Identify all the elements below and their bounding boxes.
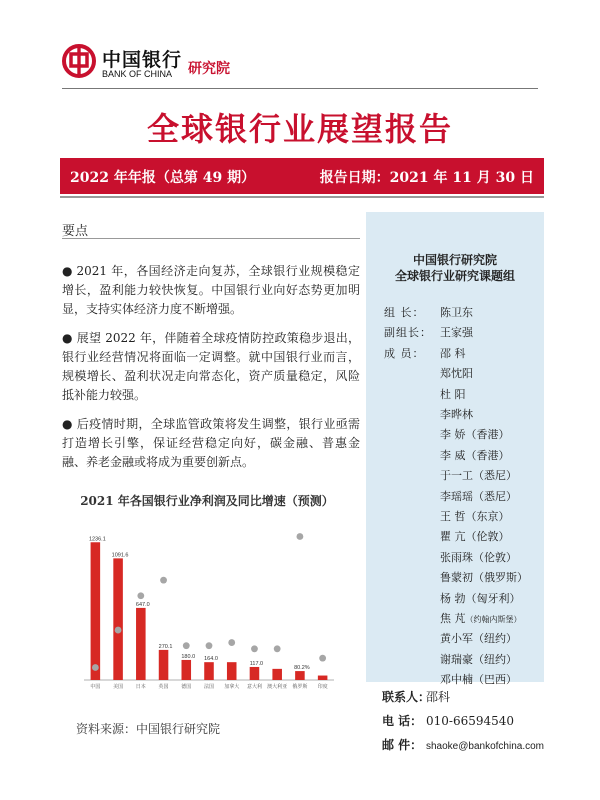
chart-title: 2021 年各国银行业净利润及同比增速（预测） <box>80 494 334 508</box>
net-profit-bar <box>318 676 328 680</box>
report-title: 全球银行业展望报告 <box>146 110 453 148</box>
member-name: 于一工 <box>440 469 473 483</box>
team-member <box>384 508 510 524</box>
growth-rate-point <box>92 664 99 671</box>
contact-person-value: 邵科 <box>426 690 451 704</box>
member-name: 张雨珠 <box>440 550 473 564</box>
growth-rate-point <box>137 592 144 599</box>
member-name: 瞿 亢 <box>440 530 466 544</box>
bar-value-label: 1091.6 <box>111 552 129 559</box>
net-profit-bar <box>295 671 305 680</box>
team-member <box>384 651 517 667</box>
team-member <box>384 590 521 606</box>
bar-value-label: 80.2% <box>294 665 310 672</box>
org-name: 中国银行研究院 <box>412 253 497 267</box>
bar-value-label: 164.0 <box>204 656 218 663</box>
team-member <box>384 488 517 504</box>
bar-value-label: 647.0 <box>135 601 150 608</box>
member-role: 副组长： <box>384 326 432 340</box>
member-name: 黄小军 <box>440 632 473 646</box>
member-name: 郑忱阳 <box>440 367 473 381</box>
team-member <box>384 528 510 544</box>
team-member <box>384 365 473 381</box>
report-issue: 2022 年年报（总第 49 期） <box>70 170 256 186</box>
category-label: 日本 <box>135 684 146 690</box>
category-label: 法国 <box>203 684 215 690</box>
team-member <box>384 610 522 626</box>
member-name: 鲁蒙初 <box>440 571 473 585</box>
team-member <box>384 671 517 687</box>
member-location: （约翰内斯堡） <box>465 615 522 624</box>
member-location: （伦敦） <box>465 530 510 544</box>
team-member <box>384 345 466 361</box>
net-profit-bar <box>250 667 260 680</box>
key-point: ● 2021 年，各国经济走向复苏，全球银行业规模稳定增长，盈利能力较快恢复。中国银行业向好态势更加明显，支持实体经济力度不断增强。 <box>62 264 360 316</box>
contact-phone <box>382 712 514 729</box>
member-location: （伦敦） <box>473 550 517 564</box>
team-member <box>384 630 517 646</box>
contact-phone-label: 电 话： <box>382 714 423 728</box>
report-banner <box>60 158 544 194</box>
team-member <box>384 304 473 320</box>
net-profit-bar <box>227 662 237 680</box>
net-profit-bar <box>159 650 169 680</box>
growth-rate-point <box>183 642 190 649</box>
institute-name: 研究院 <box>188 61 230 77</box>
growth-rate-point <box>251 645 258 652</box>
member-location: （悉尼） <box>473 489 517 503</box>
member-location: （东京） <box>465 510 510 523</box>
net-profit-bar <box>182 660 192 680</box>
member-name: 陈卫东 <box>440 306 473 319</box>
team-member <box>384 426 510 442</box>
growth-rate-point <box>319 655 326 662</box>
growth-rate-point <box>115 627 122 634</box>
member-role: 组 长： <box>384 306 425 319</box>
net-profit-bar <box>204 662 214 680</box>
member-name: 邵 科 <box>440 346 466 360</box>
member-name: 谢瑞豪 <box>440 652 473 666</box>
category-label: 印度 <box>317 684 328 690</box>
contact-person-label: 联系人： <box>382 690 431 704</box>
member-role: 成 员： <box>384 346 425 360</box>
growth-rate-point <box>228 639 235 646</box>
report-date: 报告日期：2021 年 11 月 30 日 <box>319 170 534 186</box>
growth-rate-point <box>206 642 213 649</box>
member-name: 王家强 <box>440 326 473 340</box>
bullet-dot-icon: ● <box>62 331 73 345</box>
member-location: （巴西） <box>473 673 517 687</box>
member-location: （纽约） <box>473 632 517 646</box>
member-name: 李 娇 <box>440 428 466 442</box>
header-rule <box>62 88 538 89</box>
section-title-key-points: 要点 <box>62 224 89 239</box>
key-point: ● 展望 2022 年，伴随着全球疫情防控政策稳步退出，银行业经营情况将面临一定调整。就中国银行业而言，规模增长、盈利状况走向常态化，资产质量稳定，风险抵补能力较强。 <box>62 331 360 402</box>
member-location: （香港） <box>465 428 510 442</box>
category-label: 德国 <box>181 684 192 690</box>
growth-rate-point <box>297 533 304 540</box>
team-member <box>384 447 510 463</box>
data-source: 资料来源：中国银行研究院 <box>76 722 221 736</box>
banner-underline <box>60 196 544 198</box>
report-header <box>62 44 302 86</box>
contact-email-link[interactable]: shaoke@bankofchina.com <box>426 741 544 752</box>
net-profit-bar <box>272 669 282 680</box>
category-label: 澳大利亚 <box>267 684 288 690</box>
bar-value-label: 270.1 <box>158 643 173 650</box>
bar-value-label: 117.0 <box>249 660 264 667</box>
team-member <box>384 467 517 483</box>
category-label: 加拿大 <box>224 684 240 690</box>
contact-email <box>382 736 544 753</box>
key-point: ● 后疫情时期，全球监管政策将发生调整，银行业亟需打造增长引擎，保证经营稳定向好，碳金融、普惠金融、养老金融或将成为重要创新点。 <box>62 417 360 469</box>
member-name: 李 威 <box>440 448 466 462</box>
growth-rate-point <box>274 645 281 652</box>
member-location: （匈牙利） <box>465 591 521 605</box>
logo-english-name: BANK OF CHINA <box>102 69 173 79</box>
net-profit-bar <box>113 558 123 680</box>
member-name: 焦 芃 <box>440 612 466 625</box>
category-label: 意大利 <box>246 684 262 690</box>
member-name: 李瑶瑶 <box>440 489 473 503</box>
growth-rate-point <box>160 577 167 584</box>
contact-email-label: 邮 件： <box>382 738 423 752</box>
category-label: 美国 <box>113 684 124 690</box>
logo-chinese-name: 中国银行 <box>102 49 183 71</box>
member-name: 邓中楠 <box>440 673 473 687</box>
section-rule <box>62 238 360 239</box>
net-profit-chart <box>62 512 354 694</box>
net-profit-bar <box>91 542 101 680</box>
key-points-list <box>62 262 360 482</box>
team-member <box>384 386 466 402</box>
member-name: 杜 阳 <box>440 387 466 401</box>
team-member <box>384 569 528 585</box>
team-member <box>384 549 517 565</box>
bar-value-label: 180.0 <box>181 653 196 660</box>
member-name: 李晔林 <box>440 408 473 421</box>
contact-person <box>382 688 450 705</box>
bar-value-label: 1236.1 <box>88 536 106 543</box>
category-label: 俄罗斯 <box>292 684 308 690</box>
bullet-dot-icon: ● <box>62 417 73 431</box>
member-location: （香港） <box>465 448 510 462</box>
member-location: （纽约） <box>473 652 517 666</box>
member-name: 杨 勃 <box>440 591 466 605</box>
team-member <box>384 324 473 340</box>
research-team-panel <box>366 212 544 687</box>
team-name: 全球银行业研究课题组 <box>394 269 515 283</box>
team-member <box>384 406 473 422</box>
contact-phone-value: 010-66594540 <box>426 714 515 728</box>
member-location: （悉尼） <box>473 469 517 483</box>
member-name: 王 哲 <box>440 510 466 523</box>
research-team-org <box>366 252 544 284</box>
bullet-dot-icon: ● <box>62 264 73 278</box>
member-location: （俄罗斯） <box>473 571 528 585</box>
net-profit-bar <box>136 608 146 680</box>
bank-of-china-logo-icon <box>62 44 96 78</box>
category-label: 中国 <box>90 684 101 690</box>
category-label: 英国 <box>158 684 169 690</box>
